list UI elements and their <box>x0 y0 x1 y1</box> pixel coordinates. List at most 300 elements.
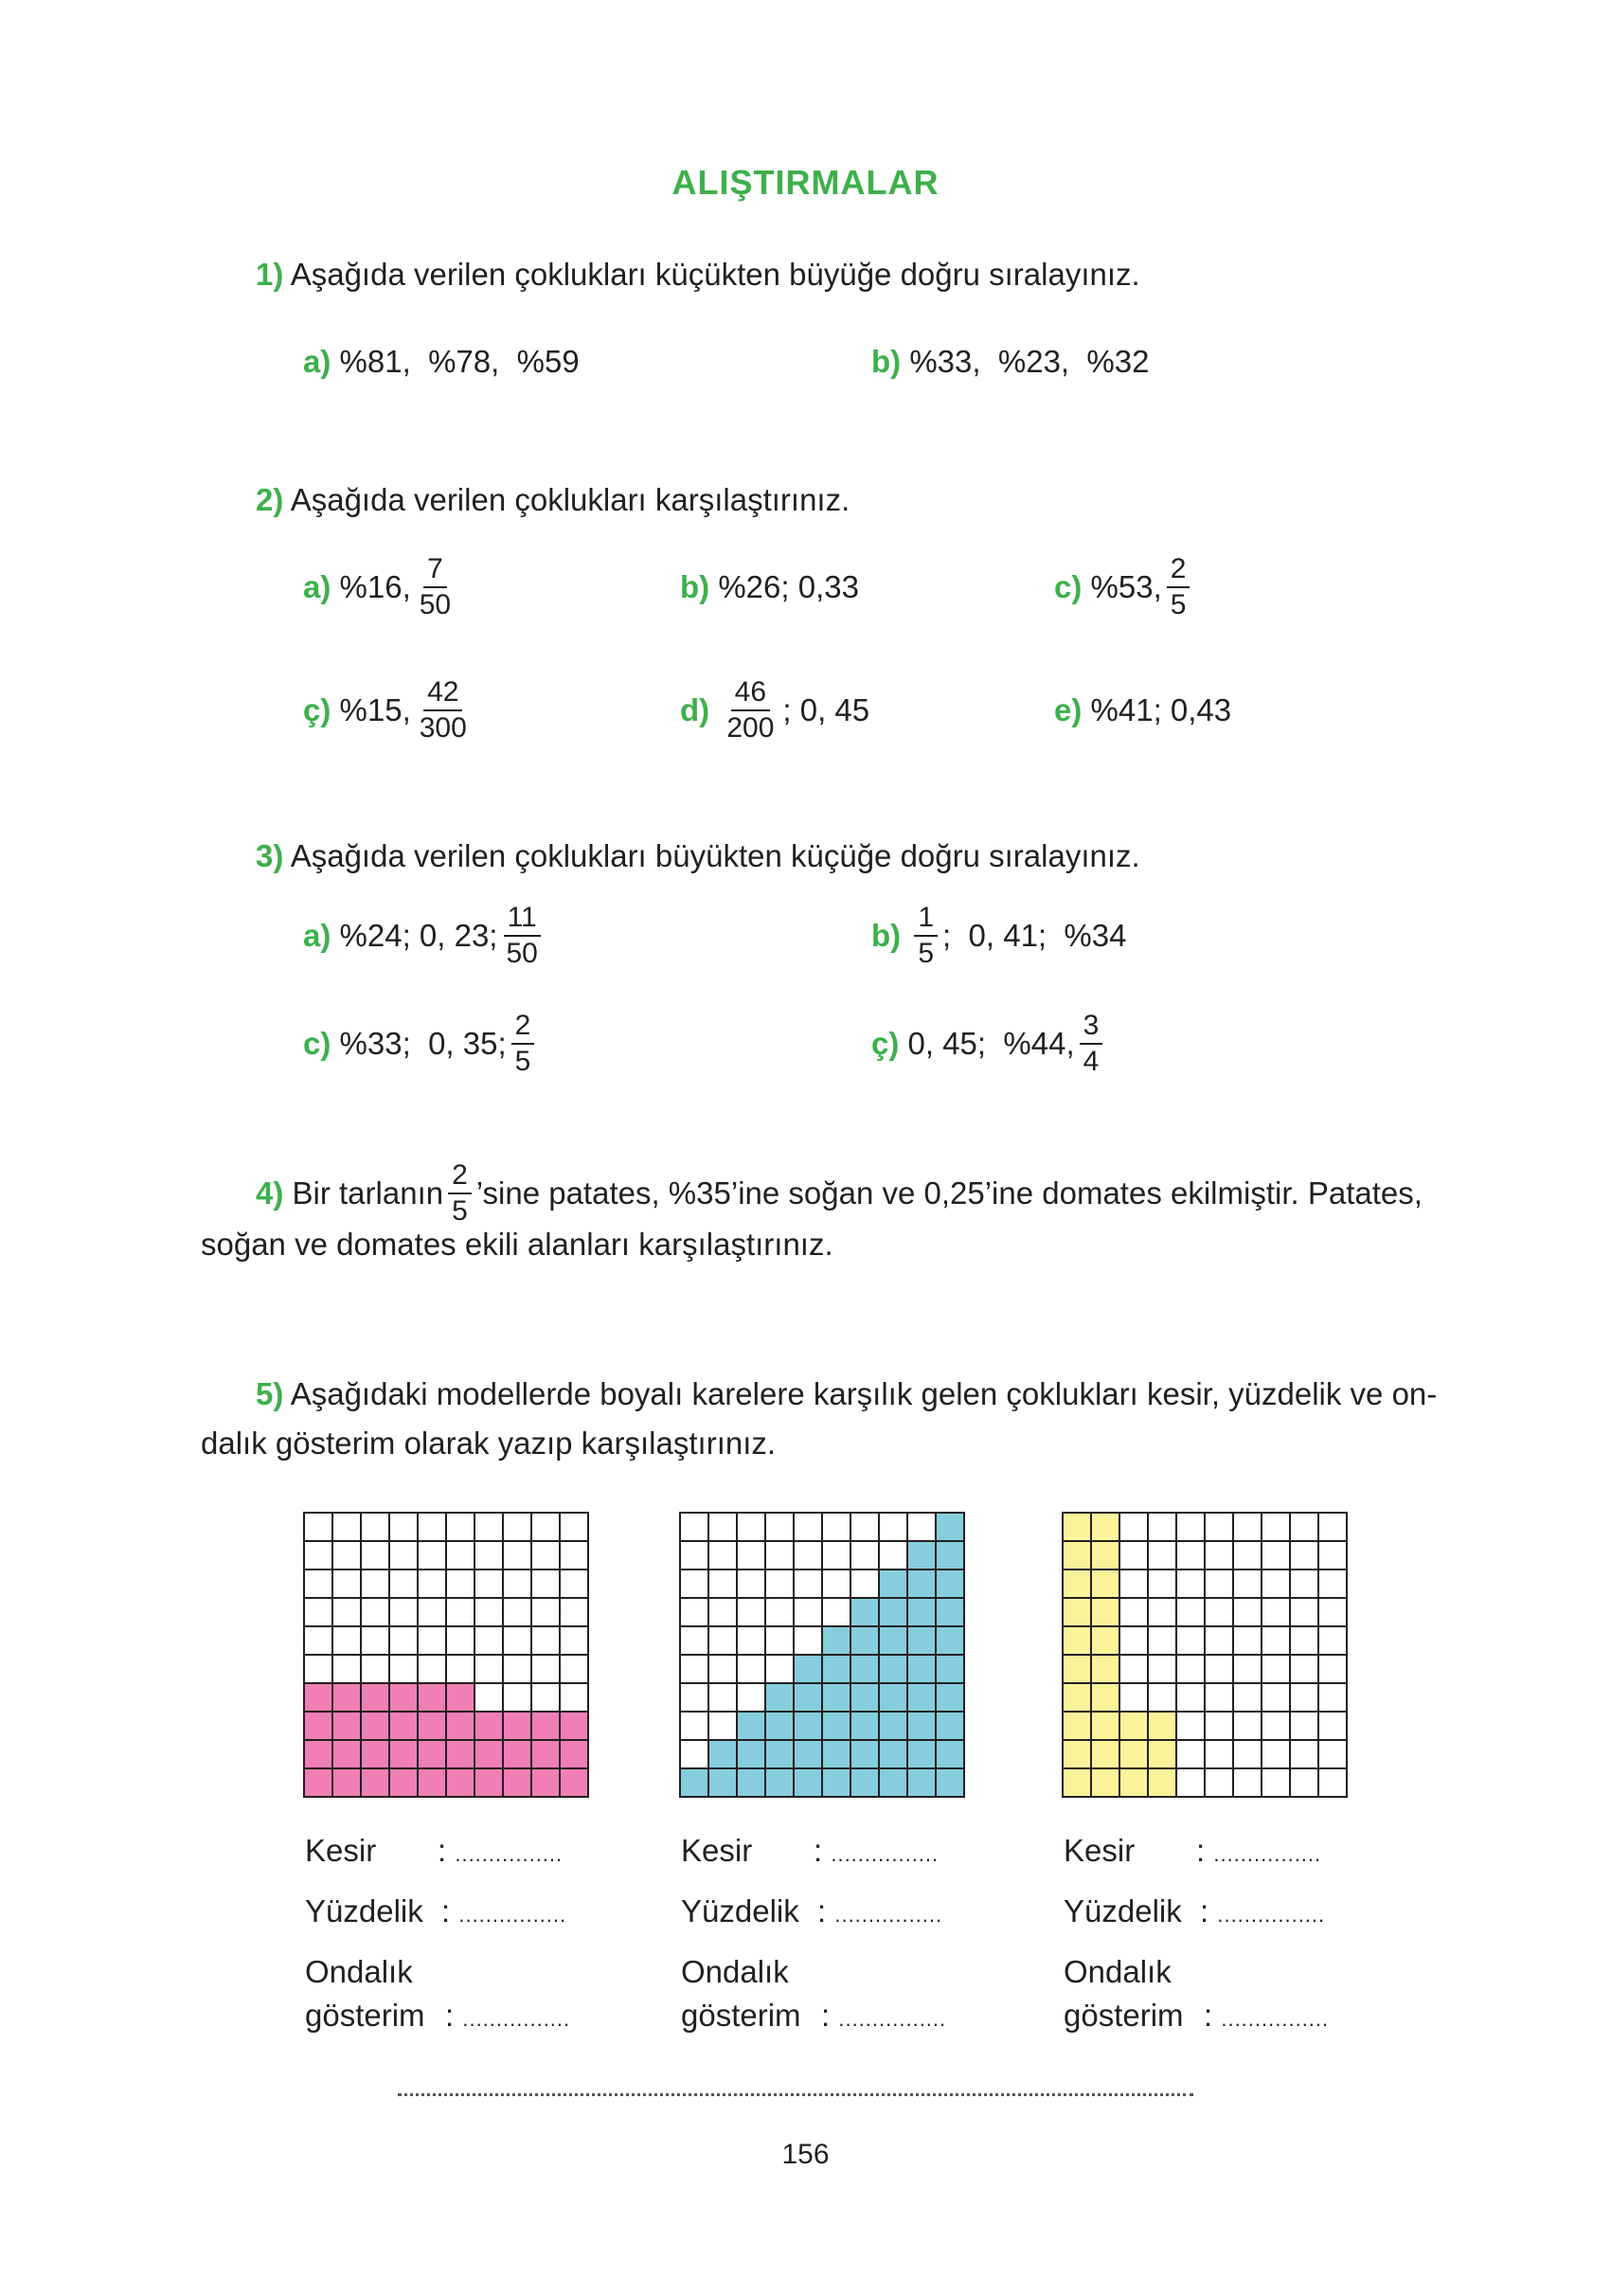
grid-cell <box>362 1684 388 1711</box>
grid-cell <box>1092 1769 1119 1796</box>
grid-cell <box>1291 1570 1317 1597</box>
grid-cell <box>504 1542 530 1569</box>
grid-cell <box>1177 1769 1204 1796</box>
grid-cell <box>1177 1570 1204 1597</box>
grid-cell <box>880 1627 906 1654</box>
grid-cell <box>823 1514 850 1540</box>
grid-cell <box>738 1542 764 1569</box>
grid-cell <box>795 1514 821 1540</box>
grid-cell <box>880 1542 906 1569</box>
grid-cell <box>1177 1542 1204 1569</box>
fraction <box>1080 1012 1103 1076</box>
grid-cell <box>823 1741 850 1767</box>
grid-cell <box>1120 1741 1147 1767</box>
question-text: Aşağıda verilen çoklukları karşılaştırınız. <box>290 482 850 517</box>
grid-cell <box>1234 1627 1261 1654</box>
grid-cell <box>475 1627 502 1654</box>
grid-cell <box>475 1656 502 1682</box>
grid-cell <box>880 1656 906 1682</box>
grid-cell <box>880 1713 906 1739</box>
grid-cell <box>1149 1769 1175 1796</box>
grid-cell <box>1234 1713 1261 1739</box>
grid-cell <box>475 1769 502 1796</box>
grid-cell <box>475 1542 502 1569</box>
grid-cell <box>1064 1542 1090 1569</box>
grid-cell <box>305 1656 331 1682</box>
colon: : <box>814 1833 823 1868</box>
item-pre: 0, 45; %44, <box>907 1026 1075 1061</box>
grid-cell <box>1092 1684 1119 1711</box>
grid-cell <box>1319 1656 1346 1682</box>
grid-cell <box>475 1741 502 1767</box>
grid-cell <box>1206 1656 1232 1682</box>
grid-cell <box>390 1713 417 1739</box>
q2-item-cc <box>303 673 475 748</box>
grid-cell <box>738 1713 764 1739</box>
grid-cell <box>1206 1684 1232 1711</box>
grid-cell <box>1064 1741 1090 1767</box>
grid-cell <box>362 1542 388 1569</box>
grid-cell <box>475 1599 502 1625</box>
colon: : <box>438 1833 447 1868</box>
question-text: Aşağıdaki modellerde boyalı karelere karşılık gelen çoklukları kesir, yüzdelik ve on- <box>290 1376 1438 1411</box>
grid-cell <box>709 1684 736 1711</box>
grid-cell <box>908 1627 935 1654</box>
item-text: %41; 0,43 <box>1090 692 1232 727</box>
numerator: 42 <box>423 678 462 711</box>
grid-cell <box>681 1769 707 1796</box>
yuzdelik-label: Yüzdelik <box>1064 1893 1182 1928</box>
grid-cell <box>738 1656 764 1682</box>
grid-cell <box>709 1599 736 1625</box>
grid-cell <box>561 1570 587 1597</box>
grid-cell <box>447 1769 474 1796</box>
ondalik-label: Ondalık <box>305 1954 413 1989</box>
grid-cell <box>561 1713 587 1739</box>
grid-cell <box>532 1627 559 1654</box>
grid-cell <box>1319 1570 1346 1597</box>
grid-cell <box>1064 1684 1090 1711</box>
ondalik-label: Ondalık <box>681 1954 789 1989</box>
grid-cell <box>1206 1769 1232 1796</box>
grid-cell <box>908 1769 935 1796</box>
grid-cell <box>1262 1542 1289 1569</box>
grid-cell <box>1234 1684 1261 1711</box>
grid-cell <box>1262 1514 1289 1540</box>
grid-cell <box>937 1570 963 1597</box>
grid-cell <box>766 1769 793 1796</box>
grid-cell <box>795 1769 821 1796</box>
grid-cell <box>1262 1627 1289 1654</box>
grid-cell <box>1149 1627 1175 1654</box>
answer-blank[interactable]: ................ <box>455 1842 564 1866</box>
item-text: %26; 0,33 <box>718 569 859 604</box>
denominator: 200 <box>726 712 775 744</box>
grid-cell <box>447 1741 474 1767</box>
grid-cell <box>937 1514 963 1540</box>
grid-cell <box>447 1599 474 1625</box>
denominator: 300 <box>419 712 467 744</box>
numerator: 2 <box>511 1012 535 1045</box>
grid-cell <box>1234 1570 1261 1597</box>
grid-cell <box>681 1514 707 1540</box>
grid-cell <box>795 1741 821 1767</box>
grid-cell <box>333 1542 360 1569</box>
fraction <box>502 904 541 968</box>
grid-cell <box>1177 1684 1204 1711</box>
grid-cell <box>504 1713 530 1739</box>
grid-cell <box>1149 1713 1175 1739</box>
grid-cell <box>1319 1542 1346 1569</box>
grid-cell <box>709 1542 736 1569</box>
fraction <box>416 555 455 619</box>
grid-cell <box>390 1570 417 1597</box>
answer-block-2 <box>681 1832 946 2038</box>
grid-cell <box>795 1684 821 1711</box>
grid-cell <box>1092 1741 1119 1767</box>
grid-cell <box>681 1599 707 1625</box>
grid-cell <box>823 1627 850 1654</box>
grid-cell <box>1319 1769 1346 1796</box>
answer-blank[interactable]: ................ <box>1213 1842 1322 1866</box>
grid-cell <box>561 1599 587 1625</box>
item-label: ç) <box>303 692 331 727</box>
grid-cell <box>561 1627 587 1654</box>
item-post: ; 0, 45 <box>782 692 870 727</box>
grid-cell <box>1206 1627 1232 1654</box>
grid-cell <box>1262 1741 1289 1767</box>
fraction <box>723 678 778 743</box>
grid-cell <box>795 1713 821 1739</box>
grid-cell <box>419 1599 445 1625</box>
numerator: 11 <box>504 904 541 937</box>
item-text: %33, %23, %32 <box>909 344 1150 379</box>
grid-cell <box>504 1684 530 1711</box>
grid-cell <box>937 1741 963 1767</box>
grid-cell <box>823 1656 850 1682</box>
grid-cell <box>1234 1769 1261 1796</box>
colon: : <box>1196 1833 1206 1868</box>
grid-cell <box>681 1656 707 1682</box>
grid-cell <box>795 1627 821 1654</box>
grid-cell <box>1262 1656 1289 1682</box>
grid-cell <box>561 1684 587 1711</box>
grid-cell <box>1064 1627 1090 1654</box>
item-pre: %33; 0, 35; <box>339 1026 507 1061</box>
grid-cell <box>908 1514 935 1540</box>
grid-cell <box>738 1570 764 1597</box>
grid-cell <box>851 1570 878 1597</box>
answer-blank[interactable]: ................ <box>1217 1903 1326 1927</box>
grid-cell <box>305 1599 331 1625</box>
gosterim-row <box>1064 1997 1329 2038</box>
footer-divider <box>398 2093 1193 2096</box>
grid-cell <box>447 1514 474 1540</box>
grid-cell <box>561 1741 587 1767</box>
grid-cell <box>1120 1769 1147 1796</box>
grid-cell <box>1092 1570 1119 1597</box>
grid-cell <box>1092 1514 1119 1540</box>
grid-cell <box>851 1599 878 1625</box>
grid-cell <box>908 1741 935 1767</box>
numerator: 2 <box>448 1161 472 1194</box>
item-label: e) <box>1054 692 1083 727</box>
pink-grid-model <box>303 1512 589 1798</box>
item-label: a) <box>303 344 331 379</box>
grid-cell <box>1120 1684 1147 1711</box>
grid-cell <box>1064 1570 1090 1597</box>
grid-cell <box>709 1769 736 1796</box>
grid-cell <box>681 1570 707 1597</box>
q2-item-b <box>680 549 859 625</box>
yuzdelik-label: Yüzdelik <box>681 1893 799 1928</box>
grid-cell <box>908 1656 935 1682</box>
colon: : <box>1204 1998 1213 2033</box>
item-post: ; 0, 41; %34 <box>942 918 1127 953</box>
kesir-row <box>1064 1832 1329 1874</box>
grid-cell <box>333 1769 360 1796</box>
grid-cell <box>1206 1599 1232 1625</box>
grid-cell <box>1291 1599 1317 1625</box>
grid-cell <box>1149 1684 1175 1711</box>
denominator: 5 <box>1170 589 1187 620</box>
grid-cell <box>795 1599 821 1625</box>
fraction <box>1167 555 1190 619</box>
grid-cell <box>362 1769 388 1796</box>
grid-cell <box>851 1684 878 1711</box>
item-label: ç) <box>871 1026 900 1061</box>
grid-cell <box>1120 1542 1147 1569</box>
yuzdelik-row <box>1064 1892 1329 1934</box>
item-label: b) <box>871 918 902 953</box>
grid-cell <box>1120 1656 1147 1682</box>
gosterim-label: gösterim <box>681 1998 801 2033</box>
numerator: 7 <box>423 555 447 588</box>
answer-blank[interactable]: ................ <box>838 2007 947 2031</box>
item-pre: %24; 0, 23; <box>339 918 498 953</box>
grid-cell <box>504 1570 530 1597</box>
grid-cell <box>1291 1656 1317 1682</box>
q2-item-a <box>303 549 459 625</box>
grid-cell <box>851 1713 878 1739</box>
grid-cell <box>532 1741 559 1767</box>
grid-cell <box>766 1542 793 1569</box>
grid-cell <box>362 1627 388 1654</box>
grid-cell <box>475 1713 502 1739</box>
grid-cell <box>908 1570 935 1597</box>
yellow-grid-model <box>1062 1512 1348 1798</box>
grid-cell <box>766 1599 793 1625</box>
grid-cell <box>880 1570 906 1597</box>
grid-cell <box>390 1542 417 1569</box>
grid-cell <box>362 1713 388 1739</box>
question-2 <box>256 481 850 519</box>
grid-cell <box>937 1599 963 1625</box>
grid-cell <box>766 1656 793 1682</box>
grid-cell <box>681 1627 707 1654</box>
grid-cell <box>937 1769 963 1796</box>
grid-cell <box>851 1542 878 1569</box>
grid-cell <box>738 1599 764 1625</box>
grid-cell <box>1092 1542 1119 1569</box>
grid-cell <box>504 1627 530 1654</box>
grid-cell <box>532 1713 559 1739</box>
grid-cell <box>1177 1599 1204 1625</box>
grid-cell <box>419 1570 445 1597</box>
q3-item-c <box>303 1006 539 1082</box>
answer-blank[interactable]: ................ <box>834 1903 943 1927</box>
grid-cell <box>504 1741 530 1767</box>
grid-cell <box>709 1713 736 1739</box>
grid-cell <box>1319 1514 1346 1540</box>
grid-cell <box>823 1599 850 1625</box>
grid-cell <box>1291 1713 1317 1739</box>
fraction <box>416 678 471 743</box>
grid-cell <box>447 1570 474 1597</box>
grid-cell <box>1291 1542 1317 1569</box>
grid-cell <box>795 1542 821 1569</box>
grid-cell <box>362 1570 388 1597</box>
question-number: 4) <box>256 1175 284 1211</box>
grid-cell <box>419 1514 445 1540</box>
item-label: c) <box>1054 569 1083 604</box>
grid-cell <box>532 1656 559 1682</box>
grid-cell <box>333 1627 360 1654</box>
grid-cell <box>738 1769 764 1796</box>
colon: : <box>821 1998 831 2033</box>
question-text: Aşağıda verilen çoklukları küçükten büyüğe doğru sıralayınız. <box>290 257 1140 292</box>
grid-cell <box>1206 1514 1232 1540</box>
grid-cell <box>1120 1514 1147 1540</box>
grid-cell <box>1092 1656 1119 1682</box>
grid-cell <box>681 1542 707 1569</box>
q2-item-c <box>1054 549 1194 625</box>
grid-cell <box>766 1514 793 1540</box>
grid-cell <box>1149 1542 1175 1569</box>
grid-cell <box>851 1627 878 1654</box>
denominator: 5 <box>452 1195 468 1227</box>
grid-cell <box>937 1656 963 1682</box>
grid-cell <box>937 1684 963 1711</box>
item-pre: %15, <box>339 692 411 727</box>
grid-cell <box>305 1713 331 1739</box>
grid-cell <box>305 1627 331 1654</box>
grid-cell <box>851 1741 878 1767</box>
grid-cell <box>504 1656 530 1682</box>
grid-cell <box>1149 1514 1175 1540</box>
kesir-label: Kesir <box>681 1833 753 1868</box>
grid-cell <box>1262 1570 1289 1597</box>
grid-cell <box>1120 1570 1147 1597</box>
grid-cell <box>1291 1514 1317 1540</box>
grid-cell <box>823 1684 850 1711</box>
question-post: ’sine patates, %35’ine soğan ve 0,25’ine domates ekilmiştir. Patates, <box>475 1175 1423 1211</box>
grid-cell <box>447 1656 474 1682</box>
grid-cell <box>1177 1627 1204 1654</box>
grid-cell <box>1291 1627 1317 1654</box>
grid-cell <box>1206 1741 1232 1767</box>
grid-cell <box>305 1769 331 1796</box>
grid-cell <box>390 1684 417 1711</box>
grid-cell <box>504 1599 530 1625</box>
grid-cell <box>333 1684 360 1711</box>
answer-blank[interactable]: ................ <box>462 2007 571 2031</box>
grid-cell <box>333 1570 360 1597</box>
answer-block-1 <box>305 1832 570 2038</box>
kesir-label: Kesir <box>305 1833 377 1868</box>
grid-cell <box>738 1627 764 1654</box>
answer-blank[interactable]: ................ <box>831 1842 940 1866</box>
grid-cell <box>1064 1713 1090 1739</box>
grid-cell <box>305 1741 331 1767</box>
grid-cell <box>504 1769 530 1796</box>
grid-cell <box>1319 1741 1346 1767</box>
colon: : <box>445 1998 455 2033</box>
grid-cell <box>532 1769 559 1796</box>
grid-cell <box>1149 1570 1175 1597</box>
answer-blank[interactable]: ................ <box>458 1903 567 1927</box>
gosterim-row <box>305 1997 570 2038</box>
numerator: 46 <box>731 678 770 711</box>
grid-cell <box>681 1713 707 1739</box>
gosterim-row <box>681 1997 946 2038</box>
grid-cell <box>1234 1514 1261 1540</box>
grid-cell <box>823 1570 850 1597</box>
grid-cell <box>1234 1741 1261 1767</box>
blue-grid-model <box>679 1512 965 1798</box>
kesir-label: Kesir <box>1064 1833 1136 1868</box>
q2-item-e <box>1054 673 1231 748</box>
grid-cell <box>766 1627 793 1654</box>
grid-cell <box>532 1514 559 1540</box>
grid-cell <box>532 1684 559 1711</box>
yuzdelik-row <box>681 1892 946 1934</box>
grid-cell <box>766 1741 793 1767</box>
item-text: %81, %78, %59 <box>339 344 580 379</box>
grid-cell <box>880 1769 906 1796</box>
answer-blank[interactable]: ................ <box>1221 2007 1330 2031</box>
grid-cell <box>1291 1684 1317 1711</box>
grid-cell <box>1291 1741 1317 1767</box>
item-label: a) <box>303 569 331 604</box>
grid-cell <box>738 1684 764 1711</box>
grid-cell <box>709 1570 736 1597</box>
grid-cell <box>390 1656 417 1682</box>
item-pre: %53, <box>1090 569 1162 604</box>
item-label: b) <box>680 569 710 604</box>
grid-cell <box>475 1514 502 1540</box>
question-5-line-2: dalık gösterim olarak yazıp karşılaştırınız. <box>201 1426 777 1461</box>
q3-item-b <box>871 898 1126 974</box>
grid-cell <box>333 1713 360 1739</box>
grid-cell <box>390 1514 417 1540</box>
grid-cell <box>390 1599 417 1625</box>
ondalik-label: Ondalık <box>1064 1954 1172 1989</box>
grid-cell <box>362 1656 388 1682</box>
grid-cell <box>1092 1627 1119 1654</box>
item-label: b) <box>871 344 902 379</box>
grid-cell <box>823 1542 850 1569</box>
grid-cell <box>362 1741 388 1767</box>
grid-cell <box>823 1769 850 1796</box>
grid-cell <box>532 1599 559 1625</box>
q2-item-d <box>680 673 869 748</box>
grid-cell <box>1177 1741 1204 1767</box>
grid-cell <box>908 1713 935 1739</box>
grid-cell <box>419 1769 445 1796</box>
numerator: 3 <box>1080 1012 1103 1045</box>
grid-cell <box>561 1656 587 1682</box>
